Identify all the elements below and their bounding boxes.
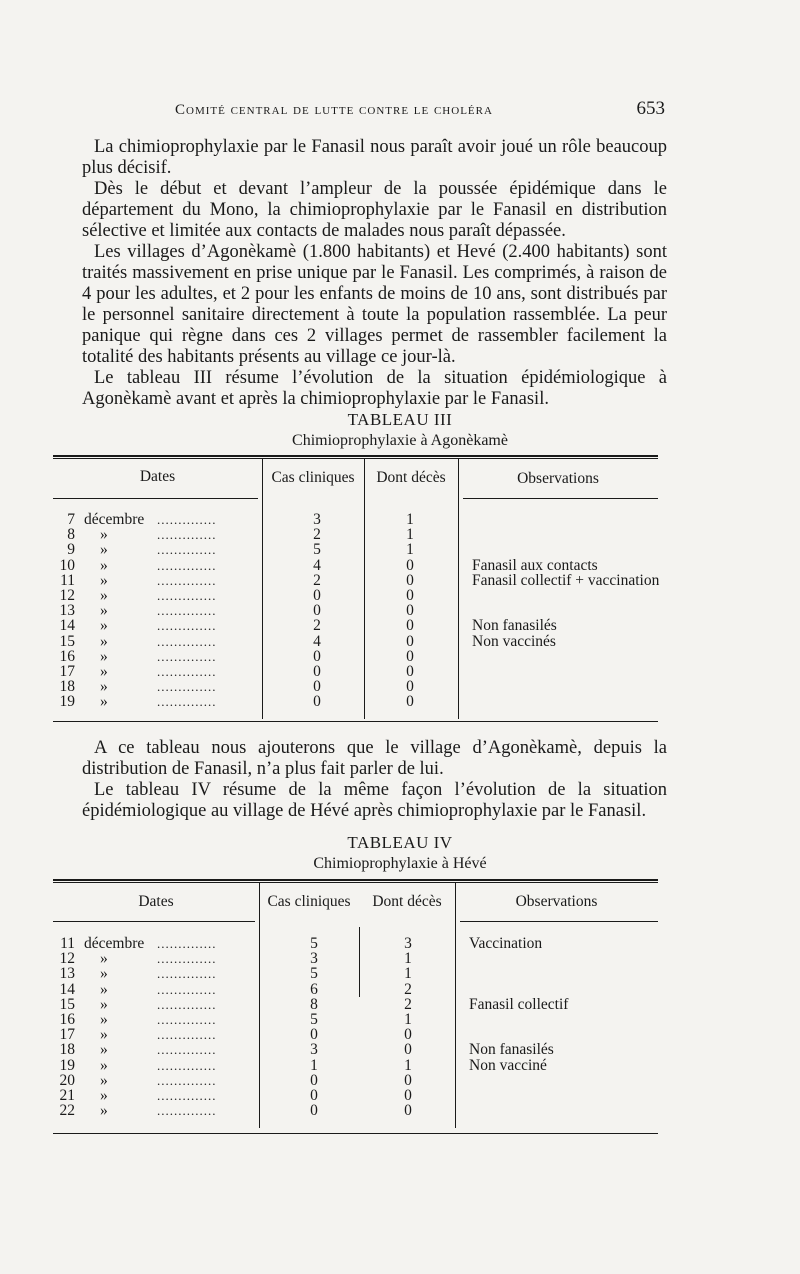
leader-dots: .............. <box>157 1027 217 1043</box>
row-dont-deces: 1 <box>404 1056 412 1074</box>
row-cas-cliniques: 5 <box>310 1011 318 1028</box>
row-dont-deces: 2 <box>404 980 412 998</box>
leader-dots: .............. <box>157 981 217 997</box>
header-cas: Cas cliniques <box>267 893 351 910</box>
leader-dots: .............. <box>157 664 217 679</box>
row-cas-cliniques: 6 <box>310 980 318 998</box>
table-row <box>53 679 658 694</box>
table3-subtitle: Chimioprophylaxie à Agonèkamè <box>292 432 508 449</box>
row-day: 11 <box>60 571 75 589</box>
row-dont-deces: 1 <box>404 965 412 983</box>
row-cas-cliniques: 3 <box>310 1041 318 1059</box>
row-day: 19 <box>59 1056 75 1074</box>
table-row <box>53 664 658 679</box>
header-observations: Observations <box>515 893 598 910</box>
paragraph: Le tableau III résume l’évolution de la situation épidémiologique à Agonèkamè avant et après la chimioprophylaxie par le Fanasil. <box>82 368 667 409</box>
row-dont-deces: 1 <box>404 950 412 968</box>
row-month: décembre <box>84 511 145 528</box>
table-row <box>53 1103 658 1118</box>
table-row <box>53 1088 658 1103</box>
row-month: décembre <box>84 935 145 952</box>
row-dont-deces: 0 <box>406 602 414 620</box>
leader-dots: .............. <box>157 1042 217 1058</box>
row-day: 9 <box>67 541 75 559</box>
leader-dots: .............. <box>157 512 217 527</box>
table-row <box>53 966 658 981</box>
table-row <box>53 951 658 966</box>
row-dont-deces: 0 <box>404 1041 412 1059</box>
row-month: » <box>100 1087 108 1104</box>
row-dont-deces: 0 <box>406 678 414 696</box>
leader-dots: .............. <box>157 588 217 603</box>
row-month: » <box>100 541 108 559</box>
header-deces: Dont décès <box>372 893 442 910</box>
row-dont-deces: 1 <box>406 541 414 559</box>
table-row <box>53 1058 658 1073</box>
row-dont-deces: 1 <box>406 526 414 544</box>
paragraph: Les villages d’Agonèkamè (1.800 habitants) et Hevé (2.400 habitants) sont traités massivement en prise unique par le Fanasil. Les comprimés, à raison de 4 pour les adultes, et 2 pour les enfants de moins de 10 ans, sont distribués par le personnel sanitaire directement à toute la population rassemblée. La peur panique qui règne dans ces 2 villages permet de rassembler facilement la totalité des habitants présents au village ce jour-là. <box>82 242 667 367</box>
row-month: » <box>100 995 108 1013</box>
row-cas-cliniques: 3 <box>313 511 321 528</box>
leader-dots: .............. <box>157 966 217 982</box>
row-cas-cliniques: 5 <box>310 965 318 983</box>
row-day: 8 <box>67 526 75 544</box>
leader-dots: .............. <box>157 951 217 967</box>
table-row <box>53 1012 658 1027</box>
table-row <box>53 1042 658 1057</box>
row-observation: Vaccination <box>469 935 543 952</box>
row-dont-deces: 0 <box>406 632 414 650</box>
row-cas-cliniques: 4 <box>313 556 321 574</box>
row-month: » <box>100 678 108 696</box>
body-text-mid <box>82 738 667 822</box>
leader-dots: .............. <box>157 557 217 573</box>
table-row <box>53 1073 658 1088</box>
leader-dots: .............. <box>157 679 217 695</box>
table-row <box>53 997 658 1012</box>
paragraph: A ce tableau nous ajouterons que le village d’Agonèkamè, depuis la distribution de Fanasil, n’a plus fait parler de lui. <box>82 738 667 779</box>
table-row <box>53 588 658 603</box>
row-day: 19 <box>59 693 75 711</box>
row-month: » <box>100 1071 108 1089</box>
row-month: » <box>100 617 108 635</box>
row-day: 10 <box>59 556 75 574</box>
leader-dots: .............. <box>157 648 217 664</box>
row-cas-cliniques: 3 <box>310 950 318 968</box>
header-deces: Dont décès <box>376 469 446 486</box>
row-cas-cliniques: 2 <box>313 571 321 589</box>
header-dates: Dates <box>139 468 176 485</box>
row-dont-deces: 0 <box>404 1071 412 1089</box>
row-observation: Non fanasilés <box>472 617 557 635</box>
row-day: 18 <box>59 1041 75 1059</box>
row-month: » <box>100 693 108 711</box>
paragraph: La chimioprophylaxie par le Fanasil nous paraît avoir joué un rôle beaucoup plus décisif. <box>82 137 667 178</box>
row-day: 21 <box>59 1087 75 1104</box>
row-dont-deces: 1 <box>404 1011 412 1028</box>
row-day: 22 <box>59 1102 75 1120</box>
row-observation: Fanasil aux contacts <box>472 556 598 574</box>
leader-dots: .............. <box>157 527 217 543</box>
row-cas-cliniques: 0 <box>310 1071 318 1089</box>
row-day: 13 <box>59 965 75 983</box>
row-cas-cliniques: 1 <box>310 1056 318 1074</box>
row-month: » <box>100 1056 108 1074</box>
row-month: » <box>100 1011 108 1028</box>
running-title: Comité central de lutte contre le choléra <box>175 102 493 118</box>
table-row <box>53 936 658 951</box>
table4-subtitle: Chimioprophylaxie à Hévé <box>313 855 487 872</box>
row-dont-deces: 1 <box>406 511 414 528</box>
table-row <box>53 603 658 618</box>
row-month: » <box>100 965 108 983</box>
table-row <box>53 542 658 557</box>
row-cas-cliniques: 5 <box>313 541 321 559</box>
row-day: 16 <box>59 1011 75 1028</box>
row-day: 16 <box>59 647 75 665</box>
table-row <box>53 618 658 633</box>
row-month: » <box>100 1102 108 1120</box>
row-cas-cliniques: 0 <box>313 678 321 696</box>
leader-dots: .............. <box>157 1088 217 1103</box>
table-row <box>53 649 658 664</box>
row-observation: Non vacciné <box>469 1056 547 1074</box>
row-dont-deces: 0 <box>404 1087 412 1104</box>
row-day: 14 <box>59 980 75 998</box>
row-month: » <box>100 556 108 574</box>
row-dont-deces: 0 <box>406 587 414 604</box>
row-dont-deces: 3 <box>404 935 412 952</box>
table-row <box>53 1027 658 1042</box>
row-cas-cliniques: 0 <box>313 602 321 620</box>
row-day: 12 <box>59 950 75 968</box>
row-day: 15 <box>59 632 75 650</box>
table4-caption <box>0 833 800 873</box>
header-cas: Cas cliniques <box>271 469 355 486</box>
leader-dots: .............. <box>157 1012 217 1027</box>
row-day: 7 <box>67 511 75 528</box>
row-observation: Fanasil collectif + vaccination <box>472 571 660 589</box>
row-day: 12 <box>59 587 75 604</box>
row-dont-deces: 0 <box>406 693 414 711</box>
row-dont-deces: 0 <box>406 663 414 680</box>
row-month: » <box>100 632 108 650</box>
row-dont-deces: 0 <box>404 1102 412 1120</box>
table-row <box>53 634 658 649</box>
table-row <box>53 527 658 542</box>
row-dont-deces: 0 <box>406 647 414 665</box>
row-cas-cliniques: 4 <box>313 632 321 650</box>
table3-caption <box>0 410 800 450</box>
table-row <box>53 982 658 997</box>
row-dont-deces: 2 <box>404 995 412 1013</box>
row-cas-cliniques: 8 <box>310 995 318 1013</box>
header-dates: Dates <box>138 893 174 910</box>
row-cas-cliniques: 0 <box>310 1102 318 1120</box>
row-month: » <box>100 571 108 589</box>
leader-dots: .............. <box>157 1072 217 1088</box>
leader-dots: .............. <box>157 1103 217 1119</box>
row-month: » <box>100 647 108 665</box>
leader-dots: .............. <box>157 996 217 1012</box>
row-month: » <box>100 1026 108 1044</box>
paragraph: Le tableau IV résume de la même façon l’évolution de la situation épidémiologique au village de Hévé après chimioprophylaxie par le Fanasil. <box>82 780 667 821</box>
row-dont-deces: 0 <box>406 571 414 589</box>
row-day: 11 <box>60 935 75 952</box>
row-cas-cliniques: 0 <box>313 587 321 604</box>
table4-title: TABLEAU IV <box>347 833 453 852</box>
row-month: » <box>100 663 108 680</box>
table-row <box>53 558 658 573</box>
row-day: 20 <box>59 1071 75 1089</box>
body-text-top <box>82 137 667 410</box>
table4 <box>53 879 658 1139</box>
row-cas-cliniques: 5 <box>310 935 318 952</box>
row-dont-deces: 0 <box>406 617 414 635</box>
header-observations: Observations <box>517 470 599 487</box>
table-row <box>53 573 658 588</box>
row-month: » <box>100 980 108 998</box>
row-month: » <box>100 587 108 604</box>
row-cas-cliniques: 0 <box>310 1026 318 1044</box>
table3-title: TABLEAU III <box>347 410 453 429</box>
row-month: » <box>100 526 108 544</box>
row-dont-deces: 0 <box>404 1026 412 1044</box>
row-cas-cliniques: 0 <box>313 663 321 680</box>
table-row <box>53 694 658 709</box>
row-cas-cliniques: 0 <box>313 693 321 711</box>
leader-dots: .............. <box>157 694 217 710</box>
page-number: 653 <box>636 98 665 119</box>
row-cas-cliniques: 2 <box>313 617 321 635</box>
leader-dots: .............. <box>157 936 217 951</box>
row-day: 14 <box>59 617 75 635</box>
row-cas-cliniques: 0 <box>313 647 321 665</box>
row-cas-cliniques: 0 <box>310 1087 318 1104</box>
leader-dots: .............. <box>157 1057 217 1073</box>
row-observation: Fanasil collectif <box>469 995 569 1013</box>
leader-dots: .............. <box>157 572 217 588</box>
row-observation: Non fanasilés <box>469 1041 554 1059</box>
row-day: 13 <box>59 602 75 620</box>
row-day: 17 <box>59 663 75 680</box>
leader-dots: .............. <box>157 603 217 619</box>
row-month: » <box>100 602 108 620</box>
row-month: » <box>100 1041 108 1059</box>
row-cas-cliniques: 2 <box>313 526 321 544</box>
row-day: 18 <box>59 678 75 696</box>
row-day: 15 <box>59 995 75 1013</box>
row-month: » <box>100 950 108 968</box>
leader-dots: .............. <box>157 633 217 649</box>
table-row <box>53 512 658 527</box>
row-observation: Non vaccinés <box>472 632 556 650</box>
row-dont-deces: 0 <box>406 556 414 574</box>
row-day: 17 <box>59 1026 75 1044</box>
table3 <box>53 455 658 725</box>
leader-dots: .............. <box>157 542 217 558</box>
paragraph: Dès le début et devant l’ampleur de la poussée épidémique dans le département du Mono, la chimioprophylaxie par le Fanasil en distribution sélective et limitée aux contacts de malades nous paraît dépassée. <box>82 179 667 241</box>
leader-dots: .............. <box>157 618 217 634</box>
